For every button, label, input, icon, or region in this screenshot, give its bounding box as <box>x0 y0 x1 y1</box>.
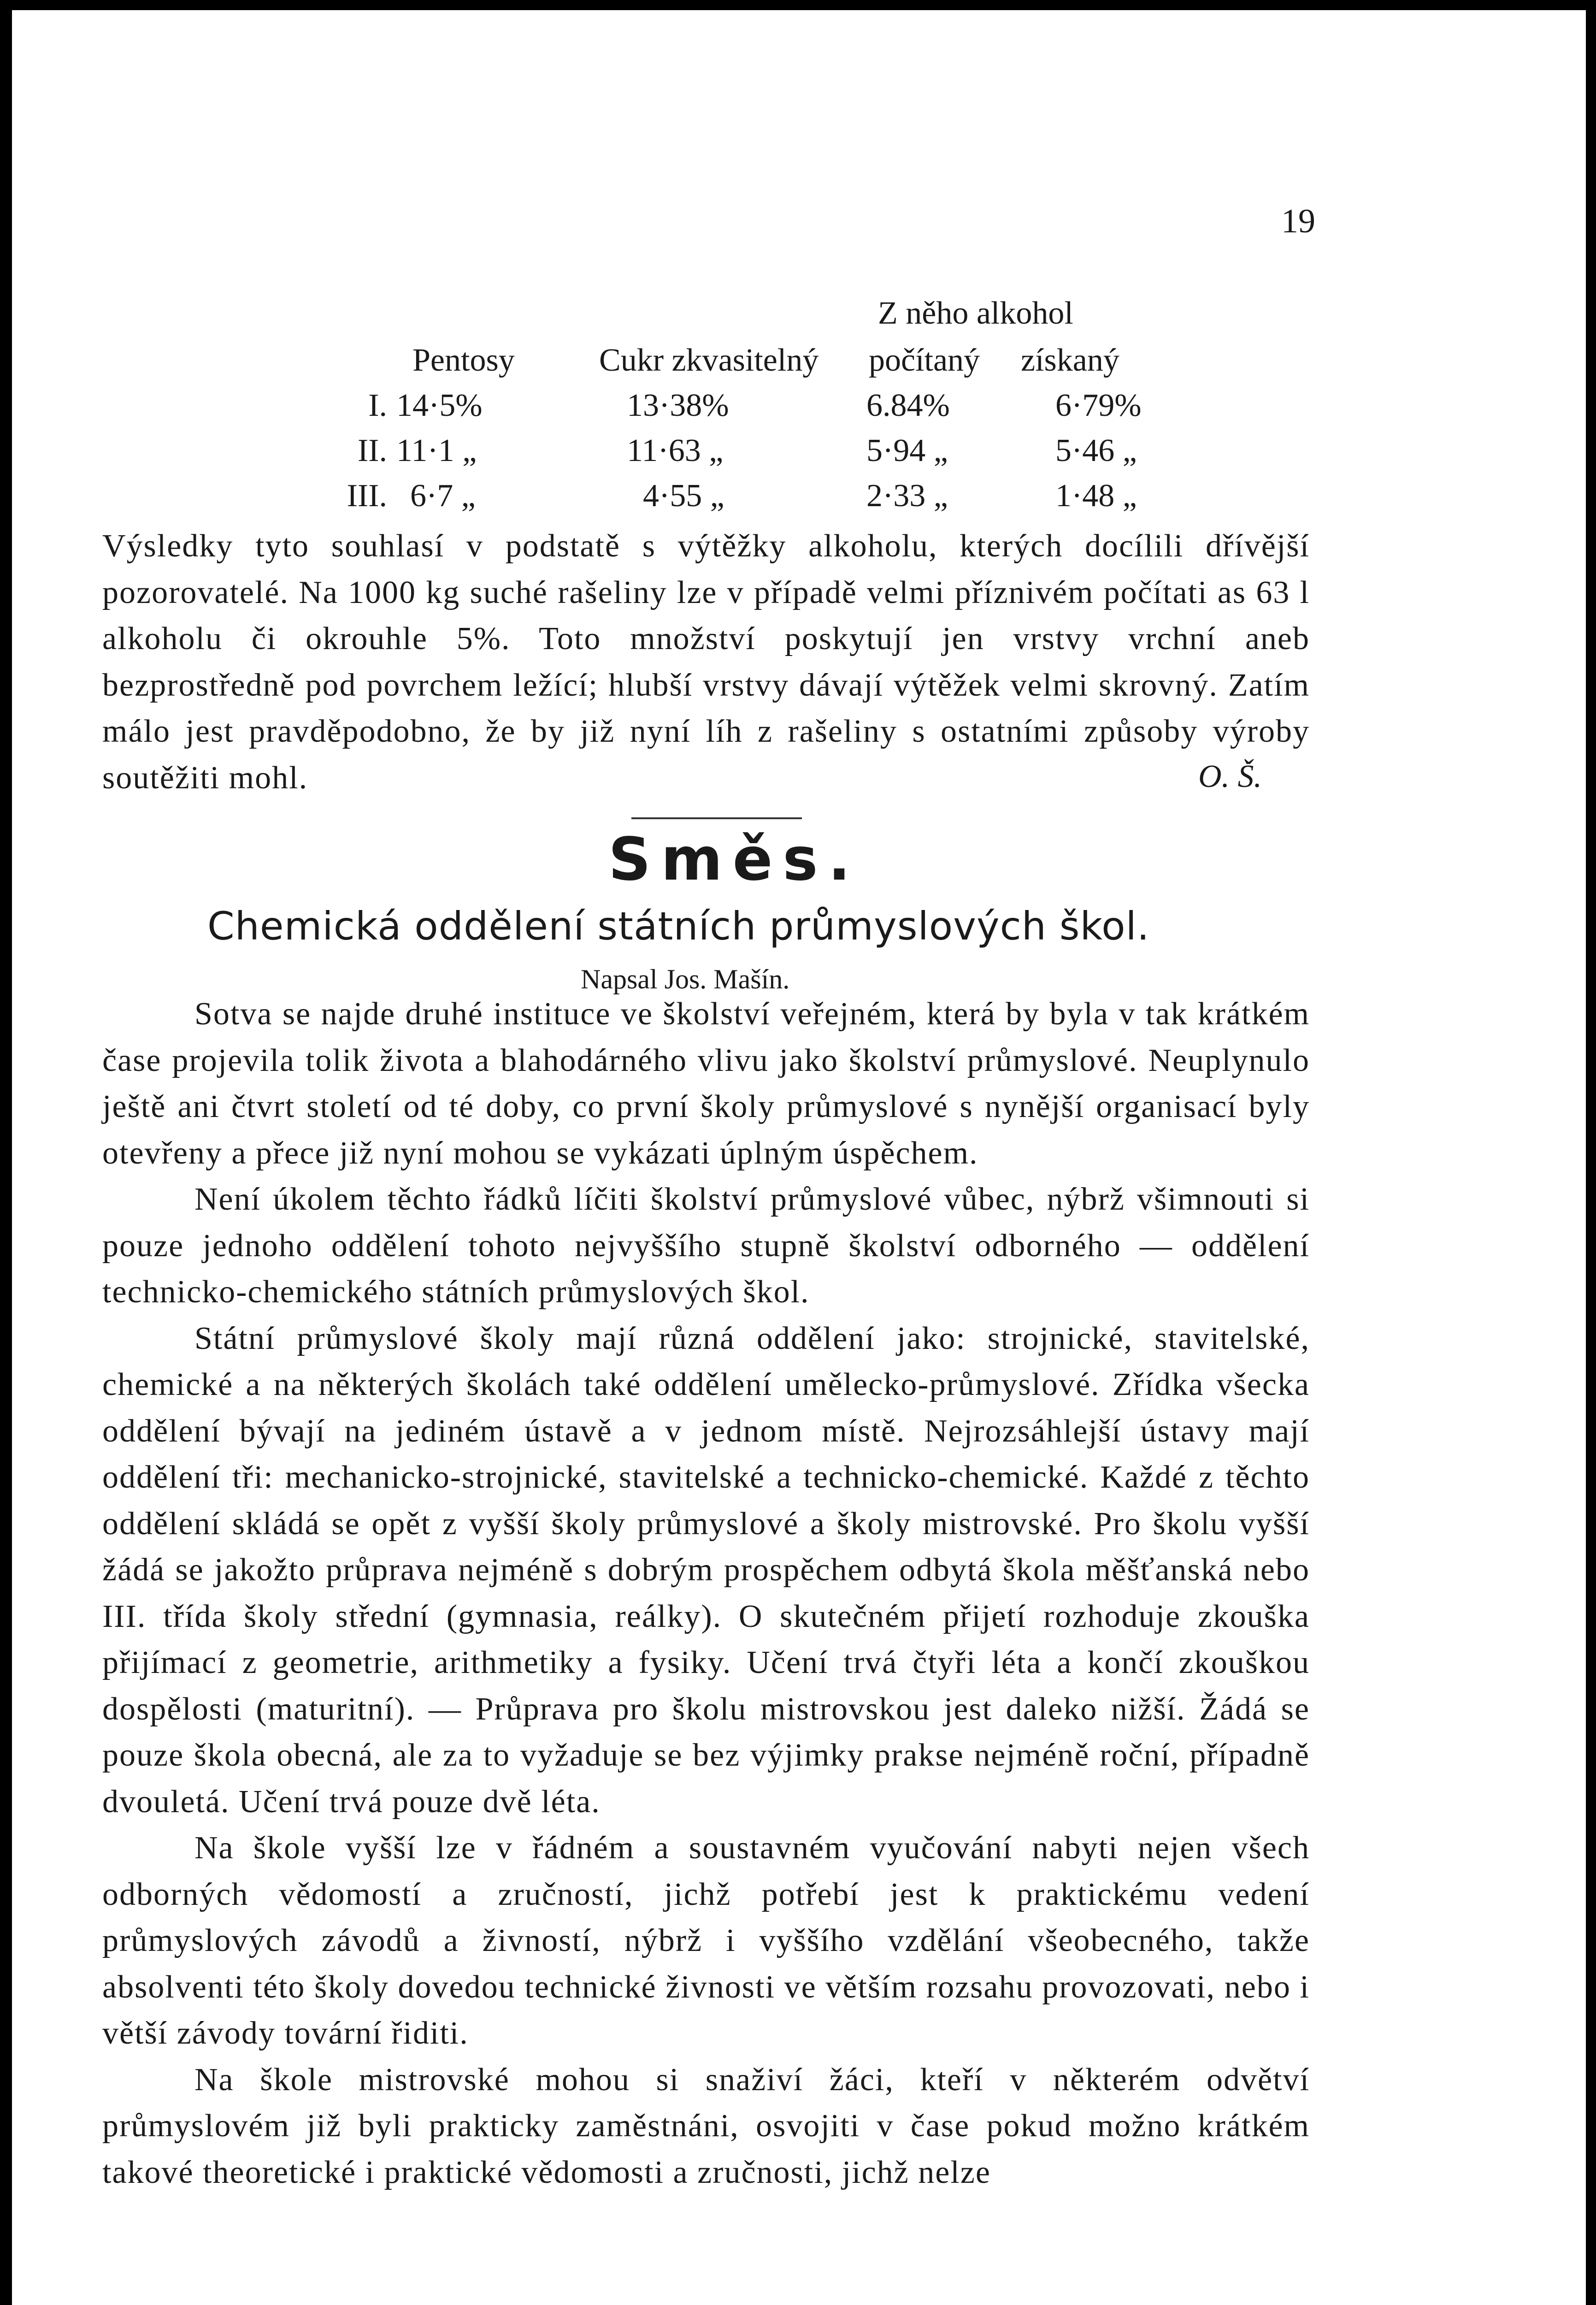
article-title: Chemická oddělení státních průmyslových škol. <box>207 904 1150 949</box>
intro-paragraph: Výsledky tyto souhlasí v podstatě s výtěžky alkoholu, kterých docílili dřívější pozorovatelé. Na 1000 kg suché rašeliny lze v případě velmi příznivém počítati as 63 l alkoholu či okrouhle 5%. Toto množství poskytují jen vrstvy vrchní aneb bezprostředně pod povrchem ležící; hlubší vrstvy dávají výtěžek velmi skrovný. Zatím málo jest pravděpodobno, že by již nyní líh z rašeliny s ostatními způsoby výroby soutěžiti mohl. <box>102 528 1310 796</box>
table-cell: 11·1 „ <box>396 433 477 468</box>
body-paragraph: Na škole mistrovské mohou si snaživí žáci, kteří v některém odvětví průmyslovém již byli prakticky zaměstnáni, osvojiti v čase pokud možno krátkém takové theoretické i praktické vědomosti a zručnosti, jichž nelze <box>102 2062 1310 2190</box>
table-cell: 1·48 „ <box>1055 478 1137 514</box>
table-row-label: I. <box>368 388 387 423</box>
table-row-label: II. <box>357 433 387 468</box>
table-cell: 4·55 „ <box>643 478 724 514</box>
page-number: 19 <box>1281 202 1315 240</box>
section-title: Směs. <box>608 825 861 894</box>
table-header-ziskany: získaný <box>1021 343 1119 378</box>
table-group-header: Z něho alkohol <box>878 296 1073 331</box>
table-cell: 11·63 „ <box>627 433 724 468</box>
body-paragraph: Není úkolem těchto řádků líčiti školství průmyslové vůbec, nýbrž všimnouti si pouze jednoho oddělení tohoto nejvyššího stupně školství odborného — oddělení technicko-chemického státních průmyslových škol. <box>102 1182 1310 1310</box>
table-cell: 5·46 „ <box>1055 433 1137 468</box>
table-row-label: III. <box>347 478 387 514</box>
body-paragraph: Sotva se najde druhé instituce ve školství veřejném, která by byla v tak krátkém čase projevila tolik života a blahodárného vlivu jako školství průmyslové. Neuplynulo ještě ani čtvrt století od té doby, co první školy průmyslové s nynější organisací byly otevřeny a přece již nyní mohou se vykázati úplným úspěchem. <box>102 996 1310 1171</box>
table-header-cukr: Cukr zkvasitelný <box>599 343 819 378</box>
table-cell: 2·33 „ <box>866 478 948 514</box>
table-header-pentosy: Pentosy <box>412 343 515 378</box>
scan-border-top <box>0 0 1596 10</box>
table-cell: 6.84% <box>866 388 950 423</box>
table-cell: 6·79% <box>1055 388 1142 423</box>
article-body <box>102 991 1310 2196</box>
table-header-pocitany: počítaný <box>869 343 980 378</box>
body-paragraph: Na škole vyšší lze v řádném a soustavném vyučování nabyti nejen všech odborných vědomostí a zručností, jichž potřebí jest k praktickému vedení průmyslových závodů a živností, nýbrž i vyššího vzdělání všeobecného, takže absolventi této školy dovedou technické živnosti ve větším rozsahu provozovati, nebo i větší závody tovární řiditi. <box>102 1830 1310 2051</box>
article-author: Napsal Jos. Mašín. <box>581 964 790 994</box>
body-paragraph: Státní průmyslové školy mají různá oddělení jako: strojnické, stavitelské, chemické a na některých školách také oddělení umělecko-průmyslové. Zřídka všecka oddělení bývají na jediném ústavě a v jednom místě. Nejrozsáhlejší ústavy mají oddělení tři: mechanicko-strojnické, stavitelské a technicko-chemické. Každé z těchto oddělení skládá se opět z vyšší školy průmyslové a školy mistrovské. Pro školu vyšší žádá se jakožto průprava nejméně s dobrým prospěchem odbytá škola měšťanská nebo III. třída školy střední (gymnasia, reálky). O skutečném přijetí rozhoduje zkouška přijímací z geometrie, arithmetiky a fysiky. Učení trvá čtyři léta a končí zkouškou dospělosti (maturitní). — Průprava pro školu mistrovskou jest daleko nižší. Žádá se pouze škola obecná, ale za to vyžaduje se bez výjimky prakse nejméně roční, případně dvouletá. Učení trvá pouze dvě léta. <box>102 1320 1310 1820</box>
table-cell: 6·7 „ <box>410 478 476 514</box>
table-cell: 5·94 „ <box>866 433 948 468</box>
table-cell: 14·5% <box>396 388 483 423</box>
scan-border-left <box>0 0 12 2305</box>
intro-text <box>102 523 1310 801</box>
table-cell: 13·38% <box>627 388 729 423</box>
scan-border-right <box>1586 0 1596 2305</box>
article-signature: O. Š. <box>1198 759 1262 794</box>
section-divider <box>631 817 802 819</box>
